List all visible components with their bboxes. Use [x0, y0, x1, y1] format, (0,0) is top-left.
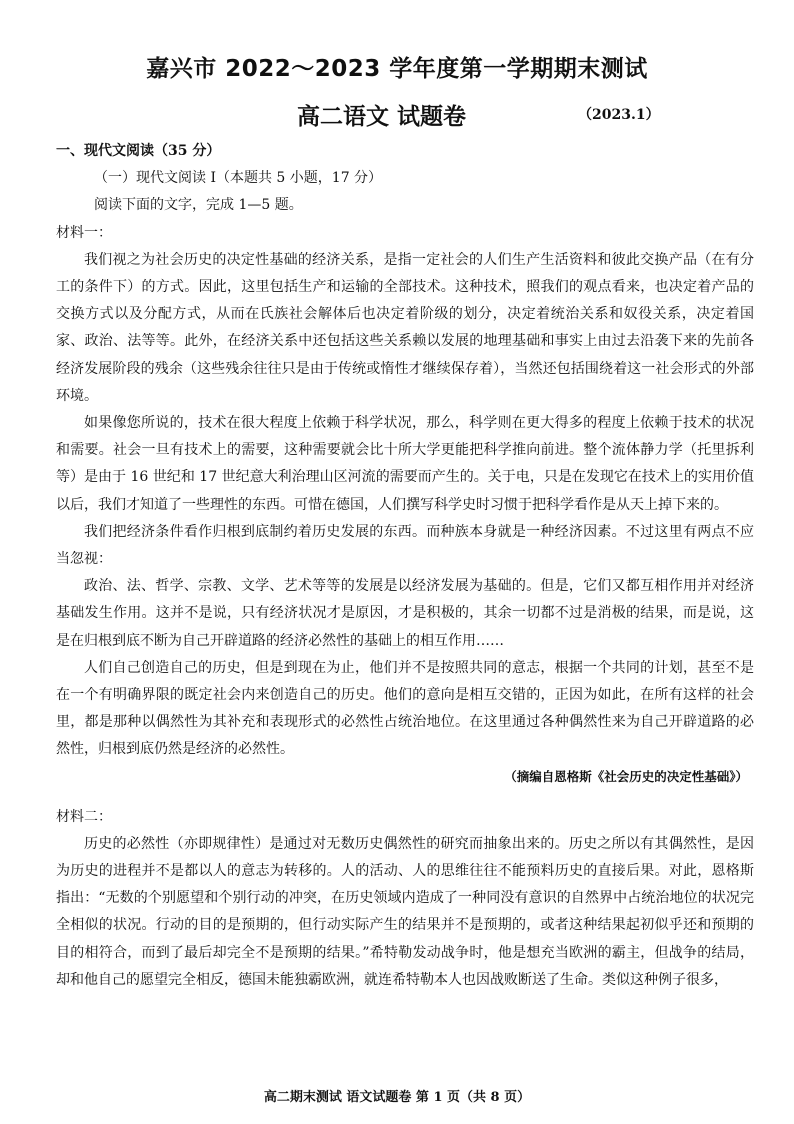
material1-paragraph: 政治、法、哲学、宗教、文学、艺术等等的发展是以经济发展为基础的。但是，它们又都互相作用并对经济基础发生作用。这并不是说，只有经济状况才是原因，才是积极的，其余一切都不过是消极的结果，而是说，这是在归根到底不断为自己开辟道路的经济必然性的基础上的相互作用…… — [56, 578, 754, 649]
exam-title: 嘉兴市 2022～2023 学年度第一学期期末测试 — [146, 56, 648, 82]
section-heading: 一、现代文阅读（35 分） — [56, 143, 221, 159]
material2-label: 材料二： — [56, 808, 112, 825]
material2-paragraph: 历史的必然性（亦即规律性）是通过对无数历史偶然性的研究而抽象出来的。历史之所以有其偶然性，是因为历史的进程并不是都以人的意志为转移的。人的活动、人的思维往往不能预料历史的直接后果。对此，恩格斯指出：“无数的个别愿望和个别行动的冲突，在历史领域内造成了一种同没有意识的自然界中占统治地位的状况完全相似的状况。行动的目的是预期的，但行动实际产生的结果并不是预期的，或者这种结果起初似乎还和预期的目的相符合，而到了最后却完全不是预期的结果。”希特勒发动战争时，他是想充当欧洲的霸主，但战争的结局，却和他自己的愿望完全相反，德国未能独霸欧洲，就连希特勒本人也因战败断送了生命。类似这种例子很多， — [56, 835, 754, 988]
material1-paragraph: 我们视之为社会历史的决定性基础的经济关系，是指一定社会的人们生产生活资料和彼此交换产品（在有分工的条件下）的方式。因此，这里包括生产和运输的全部技术。这种技术，照我们的观点看来，也决定着产品的交换方式以及分配方式，从而在氏族社会解体后也决定着阶级的划分，决定着统治关系和奴役关系，决定着国家、政治、法等等。此外，在经济关系中还包括这些关系赖以发展的地理基础和事实上由过去沿袭下来的先前各经济发展阶段的残余（这些残余往往只是由于传统或惰性才继续保存着），当然还包括围绕着这一社会形式的外部环境。 — [56, 251, 754, 404]
exam-date: （2023.1） — [578, 107, 660, 123]
exam-body — [56, 138, 754, 994]
section-subheading: （一）现代文阅读 I（本题共 5 小题，17 分） — [94, 170, 383, 187]
material1-paragraph: 人们自己创造自己的历史，但是到现在为止，他们并不是按照共同的意志，根据一个共同的计划，甚至不是在一个有明确界限的既定社会内来创造自己的历史。他们的意向是相互交错的，正因为如此，在所有这样的社会里，都是那种以偶然性为其补充和表现形式的必然性占统治地位。在这里通过各种偶然性来为自己开辟道路的必然性，归根到底仍然是经济的必然性。 — [56, 659, 754, 758]
material1-label: 材料一： — [56, 224, 112, 241]
material1-paragraph: 如果像您所说的，技术在很大程度上依赖于科学状况，那么，科学则在更大得多的程度上依赖于技术的状况和需要。社会一旦有技术上的需要，这种需要就会比十所大学更能把科学推向前进。整个流体静力学（托里拆利等）是由于 16 世纪和 17 世纪意大利治理山区河流的需要而产生的。关于电，只是在发现它在技术上的实用价值以后，我们才知道了一些理性的东西。可惜在德国，人们撰写科学史时习惯于把科学看作是从天上掉下来的。 — [56, 415, 754, 513]
exam-subtitle: 高二语文 试题卷 — [297, 104, 467, 130]
material1-source: （摘编自恩格斯《社会历史的决定性基础》） — [504, 768, 748, 784]
material1-paragraph: 我们把经济条件看作归根到底制约着历史发展的东西。而种族本身就是一种经济因素。不过这里有两点不应当忽视： — [56, 523, 754, 568]
page-footer: 高二期末测试 语文试题卷 第 1 页（共 8 页） — [263, 1090, 531, 1105]
reading-instruction: 阅读下面的文字，完成 1—5 题。 — [94, 197, 303, 214]
